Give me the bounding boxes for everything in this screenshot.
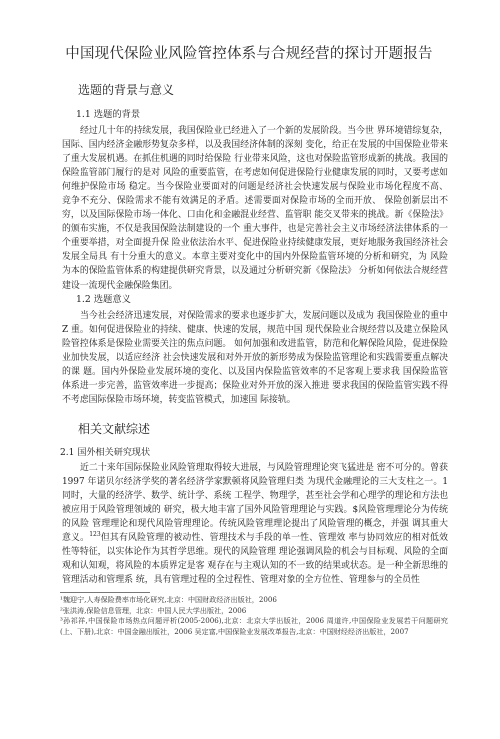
paragraph-significance: 当今社会经济迅速发展，对保险需求的要求也逐步扩大，发展问题以及成为 我国保险业的重中 Z 重。如何促进保险业的持续、健康、快速的发展，规范中国 现代保险业合规经营以及建立保险风险管控体系是保险业需要关注的焦点问题。 如何加强和改进监管，防范和化解保险风险，促进保险业加快发展，以适应经济 社会快速发展和对外开放的新形势成为保险监管理论和实践需要重点解决的课 题。国内外保险业发展环境的变化、以及国内保险监管效率的不足客观上要求我 国保险监管体系进一步完善，监管效率进一步提高；保险业对外开放的深入推进 要求我国的保险监管实践不得不考虑国际保险市场环境，转变监管模式，加速国 际接轨。 bbox=[62, 310, 448, 405]
paragraph-background: 经过几十年的持续发展，我国保险业已经进入了一个新的发展阶段。当今世 界环境错综复杂，国际、国内经济金融形势复杂多样，以及我国经济体制的深刻 变化，给正在发展的中国保险业带来了重大发展机遇。在抓住机遇的同时给保险 行业带来风险，这也对保险监管形成新的挑战。我国的保险监管部门履行的是对 风险的重要监管，在考虑如何促进保险行业健康发展的同时，又要考虑如何维护保险市场 稳定。当今保险业要面对的问题是经济社会快速发展与保险业市场化程度不高、 竞争不充分、保险需求不能有效满足的矛盾。述需要面对保险市场的全而开放、 保险创新层出不穷，以及国际保险市场一体化、口由化和金融混业经营、监管职 能交叉带来的挑战。新《保险法》的颁布实施，不仅是我国保险法制建设的一个 重大事件，也是完善社会主义市场经济法律体系的一个重要举措，对全面提升保 险业依法治水平、促进保险业持续健康发展，更好地服务我国经济社会发展全局具 有十分重大的意义。本章主要对变化中的国内外保险监管环境的分析和研究，为 风险为本的保险监管体系的构建提供研究背景，以及通过分析研究新《保险法》 分析如何依法合规经营建设一流现代金融保险集团。 bbox=[62, 126, 448, 291]
footnote-list bbox=[60, 595, 448, 637]
footnote-3: ³孙祁祥,中国保险市场热点问题评析(2005-2006),北京：北京大学出版社，2006 周道许,中国保险业发展若干问题研究(上、下册),北京：中国金融出版社，2006 吴定富,中国保险业发展改革报告,北京：中国财经经济出版社，2007 bbox=[60, 616, 448, 636]
paragraph-foreign-research-part-1: 近二十来年国际保险业风险管理取得较大进展，与风险管理理论突飞猛进是 密不可分的。曾获 1997 年诺贝尔经济学奖的著名经济学家默顿将风险管理归类 为现代金融理论的三大支柱之一。1 同时，大量的经济学、数学、统计学、系统 工程学、物理学，甚至社会学和心理学的理论和方法也被应用于风险管理领域的 研究，极大地丰富了国外风险管理理论与实践。$风险管理理论分为传统的风险 管理理论和现代风险管理理论。传统风险管理理论提出了风险管理的概念，并强 调其重大意义。 bbox=[62, 462, 448, 544]
section-heading-background: 选题的背景与意义 bbox=[78, 83, 175, 97]
document-title: 中国现代保险业风险管控体系与合规经营的探讨开题报告 bbox=[65, 46, 433, 62]
paragraph-foreign-research bbox=[60, 461, 448, 587]
subsection-heading-significance: 1.2 选题意义 bbox=[76, 293, 131, 305]
footnote-separator bbox=[60, 592, 150, 593]
paragraph-foreign-research-part-2: 但其有风险管理的被动性、管理技术与手段的单一性、管理效 率与协同效应的相对低效性等特征，以实体论作为其哲学思维。现代的风险管理 理论强调风险的机会与目标观、风险的全面观和认知观，将风险的本质界定是客 观存在与主观认知的不一致的结果或状态。是一种全新思维的管理活动和管理系 统，具有管理过程的全过程性、管理对象的全方位性、管理参与的全员性 bbox=[62, 533, 448, 586]
footnote-1: ¹魏迎宁,人寿保险费率市场化研究,北京：中国财政经济出版社，2006 bbox=[60, 595, 277, 605]
footnote-reference-marks: 123 bbox=[89, 531, 101, 539]
subsection-heading-foreign-research: 2.1 国外相关研究现状 bbox=[60, 447, 151, 458]
footnote-2: ²张洪涛,保险信息管理，北京：中国人民大学出版社，2006 bbox=[60, 605, 247, 615]
section-heading-literature-review: 相关文献综述 bbox=[78, 421, 151, 436]
subsection-heading-background: 1.1 选题的背景 bbox=[76, 109, 141, 120]
